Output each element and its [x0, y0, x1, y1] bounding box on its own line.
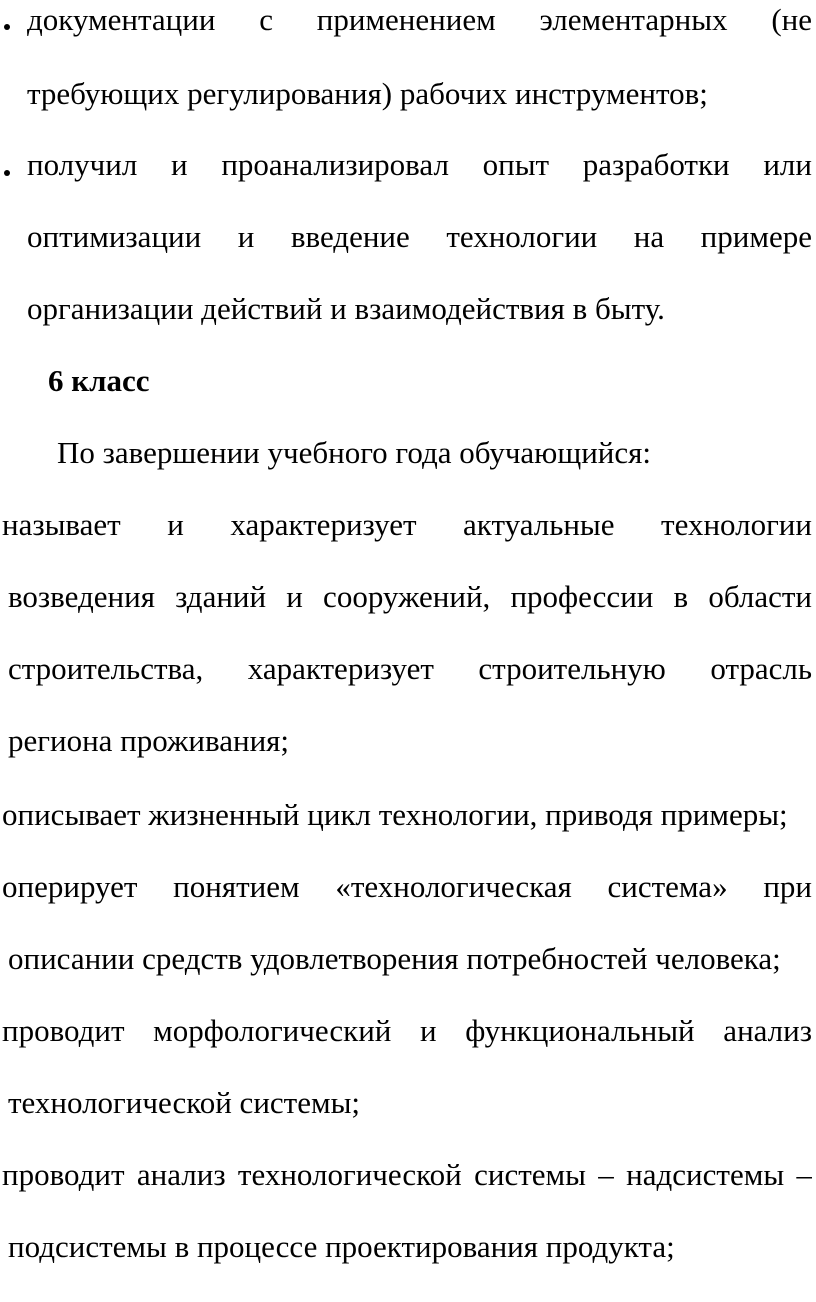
item-1-line-2: возведения зданий и сооружений, профессии в области — [8, 579, 812, 614]
bullet-2-line-3: организации действий и взаимодействия в быту. — [27, 291, 665, 326]
item-1-line-1: называет и характеризует актуальные технологии — [2, 507, 812, 542]
intro-text: По завершении учебного года обучающийся: — [57, 435, 652, 470]
bullet-1-line-1: документации с применением элементарных (не — [27, 2, 812, 37]
item-4-line-2: технологической системы; — [8, 1085, 361, 1120]
bullet-2-line-1: получил и проанализировал опыт разработки или — [27, 147, 812, 182]
item-5-line-2: подсистемы в процессе проектирования продукта; — [8, 1229, 675, 1264]
bullet-marker-icon — [4, 170, 10, 176]
item-3-line-1: оперирует понятием «технологическая система» при — [2, 869, 812, 904]
item-1-line-4: региона проживания; — [8, 723, 290, 758]
bullet-marker-icon — [4, 24, 10, 30]
item-2-line-1: описывает жизненный цикл технологии, приводя примеры; — [2, 797, 788, 832]
item-1-line-3: строительства, характеризует строительную отрасль — [8, 651, 812, 686]
section-heading: 6 класс — [48, 363, 150, 398]
item-5-line-1: проводит анализ технологической системы – надсистемы – — [2, 1157, 812, 1192]
item-3-line-2: описании средств удовлетворения потребностей человека; — [8, 941, 781, 976]
item-4-line-1: проводит морфологический и функциональный анализ — [2, 1013, 812, 1048]
bullet-2-line-2: оптимизации и введение технологии на примере — [27, 219, 812, 254]
bullet-1-line-2: требующих регулирования) рабочих инструментов; — [27, 76, 708, 111]
